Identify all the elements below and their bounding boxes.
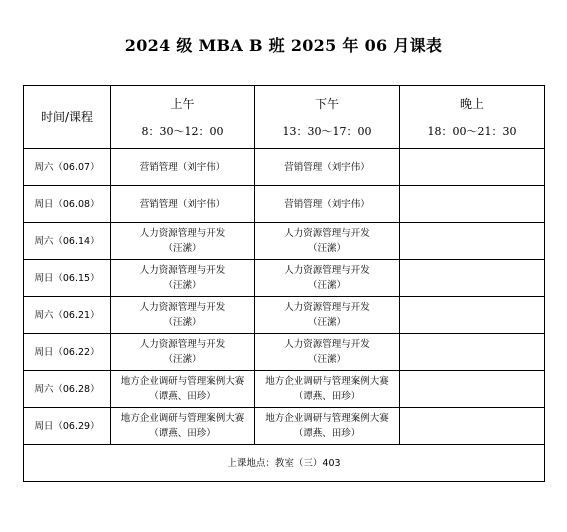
period-header-morning <box>111 86 255 149</box>
morning-course-cell <box>111 149 255 186</box>
morning-course-cell <box>111 408 255 445</box>
corner-cell <box>24 86 111 149</box>
period-time: 8：30～12：00 <box>141 124 224 138</box>
period-name: 上午 <box>170 96 195 111</box>
evening-course-cell <box>400 260 545 297</box>
table-row <box>24 371 545 408</box>
afternoon-course-cell <box>255 371 400 408</box>
course-text: 人力资源管理与开发 （汪潆） <box>284 302 370 328</box>
table-row <box>24 149 545 186</box>
afternoon-course-cell <box>255 186 400 223</box>
morning-course-cell <box>111 334 255 371</box>
course-text: 营销管理（刘宇伟） <box>139 198 226 210</box>
day-cell: 周六（06.07） <box>24 149 111 186</box>
period-name: 晚上 <box>459 96 484 111</box>
morning-course-cell <box>111 186 255 223</box>
afternoon-course-cell <box>255 297 400 334</box>
evening-course-cell <box>400 297 545 334</box>
course-text: 营销管理（刘宇伟） <box>284 161 370 173</box>
day-cell: 周六（06.28） <box>24 371 111 408</box>
day-cell: 周日（06.29） <box>24 408 111 445</box>
morning-course-cell <box>111 297 255 334</box>
day-cell: 周六（06.14） <box>24 223 111 260</box>
schedule-table <box>23 85 545 482</box>
course-text: 人力资源管理与开发 （汪潆） <box>284 265 370 291</box>
corner-label: 时间/课程 <box>40 109 94 124</box>
evening-course-cell <box>400 334 545 371</box>
table-row <box>24 297 545 334</box>
evening-course-cell <box>400 223 545 260</box>
table-row <box>24 223 545 260</box>
day-cell: 周日（06.22） <box>24 334 111 371</box>
morning-course-cell <box>111 223 255 260</box>
course-text: 地方企业调研与管理案例大赛 （谭燕、田珍） <box>120 376 245 402</box>
evening-course-cell <box>400 371 545 408</box>
day-cell: 周六（06.21） <box>24 297 111 334</box>
evening-course-cell <box>400 408 545 445</box>
course-text: 人力资源管理与开发 （汪潆） <box>139 302 226 328</box>
course-text: 地方企业调研与管理案例大赛 （谭燕、田珍） <box>265 376 389 402</box>
course-text: 营销管理（刘宇伟） <box>284 198 370 210</box>
course-text: 人力资源管理与开发 （汪潆） <box>284 228 370 254</box>
period-header-evening <box>400 86 545 149</box>
course-text: 地方企业调研与管理案例大赛 （谭燕、田珍） <box>120 413 245 439</box>
table-row <box>24 334 545 371</box>
course-text: 地方企业调研与管理案例大赛 （谭燕、田珍） <box>265 413 389 439</box>
afternoon-course-cell <box>255 408 400 445</box>
afternoon-course-cell <box>255 260 400 297</box>
afternoon-course-cell <box>255 149 400 186</box>
morning-course-cell <box>111 260 255 297</box>
day-cell: 周日（06.08） <box>24 186 111 223</box>
header-row <box>24 86 545 149</box>
table-row <box>24 260 545 297</box>
course-text: 营销管理（刘宇伟） <box>139 161 226 173</box>
afternoon-course-cell <box>255 334 400 371</box>
period-name: 下午 <box>314 96 339 111</box>
course-text: 人力资源管理与开发 （汪潆） <box>139 265 226 291</box>
evening-course-cell <box>400 186 545 223</box>
location-note: 上课地点：教室（三）403 <box>24 445 545 482</box>
period-time: 13：30～17：00 <box>282 124 372 138</box>
page-title: 2024 级 MBA B 班 2025 年 06 月课表 <box>124 36 443 55</box>
footer-row <box>24 445 545 482</box>
period-header-afternoon <box>255 86 400 149</box>
table-row <box>24 186 545 223</box>
course-text: 人力资源管理与开发 （汪潆） <box>284 339 370 365</box>
course-text: 人力资源管理与开发 （汪潆） <box>139 339 226 365</box>
day-cell: 周日（06.15） <box>24 260 111 297</box>
morning-course-cell <box>111 371 255 408</box>
afternoon-course-cell <box>255 223 400 260</box>
table-row <box>24 408 545 445</box>
evening-course-cell <box>400 149 545 186</box>
period-time: 18：00～21：30 <box>427 124 517 138</box>
course-text: 人力资源管理与开发 （汪潆） <box>139 228 226 254</box>
